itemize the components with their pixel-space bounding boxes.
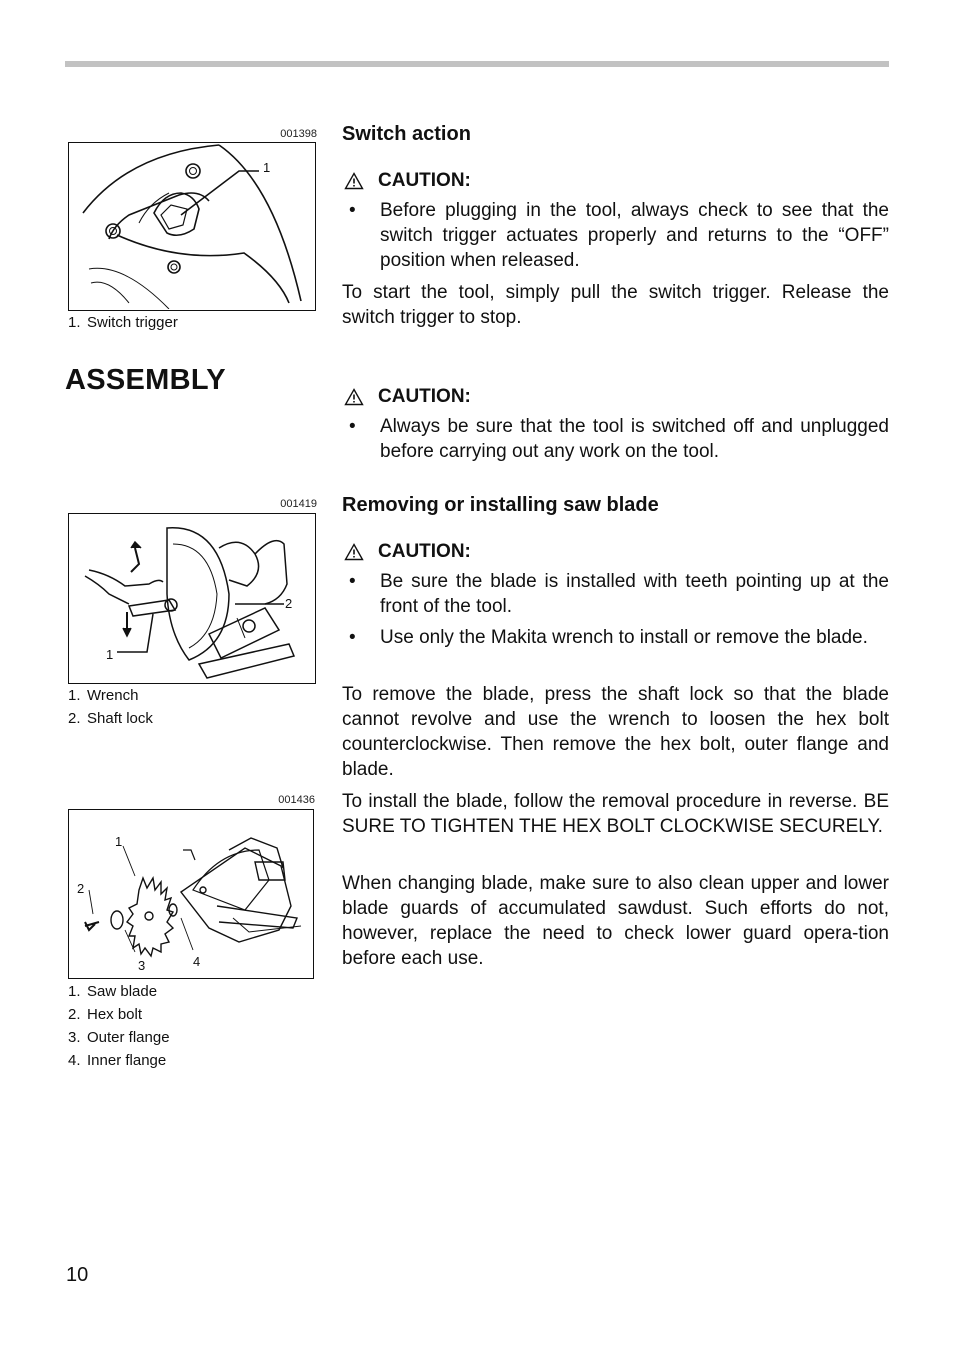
switch-action-heading: Switch action <box>342 123 471 145</box>
caption-item: 1. Saw blade <box>68 983 158 1000</box>
figure-saw-blade-parts <box>68 809 314 979</box>
caption-item: 1. Wrench <box>68 687 139 704</box>
callout-1: 1 <box>115 834 123 849</box>
callout-2: 2 <box>285 596 293 611</box>
caption-item: 2. Hex bolt <box>68 1006 143 1023</box>
figure-caption <box>68 980 170 1072</box>
caution-bullet: • Be sure the blade is installed with teeth pointing up at the front of the tool. <box>349 571 889 617</box>
header-rule <box>65 61 889 67</box>
caption-item: 3. Outer flange <box>68 1029 170 1046</box>
figure-caption <box>68 684 153 730</box>
saw-blade-illustration <box>69 810 312 977</box>
caution-bullet: • Use only the Makita wrench to install or remove the blade. <box>349 627 868 648</box>
body-paragraph: To remove the blade, press the shaft lock so that the blade cannot revolve and use the wrench to loosen the hex bolt counterclockwise. Then remove the hex bolt, outer flange and blade. <box>342 684 889 780</box>
callout-3: 3 <box>138 958 146 973</box>
callout-1: 1 <box>106 647 114 662</box>
warning-triangle-icon <box>344 172 364 190</box>
caution-label: CAUTION: <box>344 170 471 192</box>
caution-label: CAUTION: <box>344 541 471 563</box>
caption-item: 4. Inner flange <box>68 1052 167 1069</box>
figure-code: 001398 <box>280 128 317 140</box>
caution-bullet: • Always be sure that the tool is switched off and unplugged before carrying out any work on the tool. <box>349 416 889 462</box>
body-paragraph: When changing blade, make sure to also clean upper and lower blade guards of accumulated sawdust. Such efforts do not, however, replace the need to check lower guard opera-tion before each use. <box>342 873 889 969</box>
callout-4: 4 <box>193 954 201 969</box>
figure-switch-trigger <box>68 142 316 311</box>
warning-triangle-icon <box>344 388 364 406</box>
switch-action-paragraph: To start the tool, simply pull the switch trigger. Release the switch trigger to stop. <box>342 282 889 328</box>
caption-item: 1. Switch trigger <box>68 314 178 331</box>
page-number: 10 <box>66 1264 89 1286</box>
callout-1: 1 <box>263 160 271 175</box>
warning-triangle-icon <box>344 543 364 561</box>
caution-label: CAUTION: <box>344 386 471 408</box>
callout-2: 2 <box>77 881 85 896</box>
body-paragraph: To install the blade, follow the removal procedure in reverse. BE SURE TO TIGHTEN THE HEX BOLT CLOCKWISE SECURELY. <box>342 791 889 837</box>
switch-trigger-illustration <box>69 143 314 309</box>
caption-item: 2. Shaft lock <box>68 710 153 727</box>
saw-blade-heading: Removing or installing saw blade <box>342 494 659 516</box>
figure-code: 001436 <box>278 794 315 806</box>
caution-bullet: • Before plugging in the tool, always check to see that the switch trigger actuates properly and returns to the “OFF” position when released. <box>349 200 889 271</box>
section-heading: ASSEMBLY <box>65 364 226 396</box>
figure-code: 001419 <box>280 498 317 510</box>
figure-caption <box>68 311 178 334</box>
